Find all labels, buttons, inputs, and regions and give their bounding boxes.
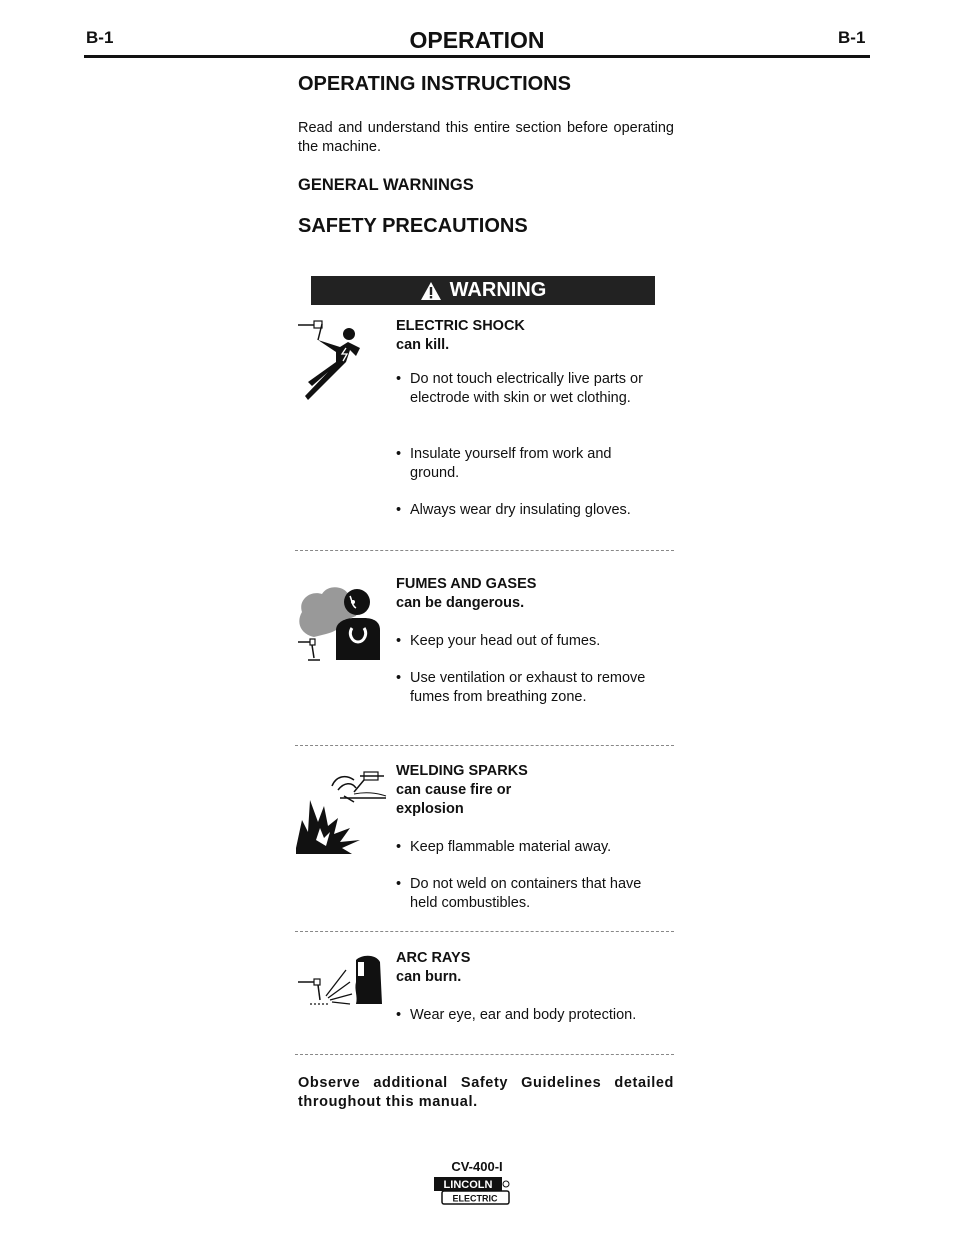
warning-banner xyxy=(311,276,655,305)
hazard-title: ELECTRIC SHOCK xyxy=(396,318,525,334)
hazard-subtitle: can burn. xyxy=(396,969,462,985)
safety-precautions-heading: SAFETY PRECAUTIONS xyxy=(298,215,528,237)
bullet-item: • Always wear dry insulating gloves. xyxy=(396,502,631,518)
warning-triangle-icon xyxy=(420,281,442,301)
page-number-left: B-1 xyxy=(86,28,114,47)
electric-shock-icon xyxy=(296,318,386,402)
model-number: CV-400-I xyxy=(451,1159,503,1174)
fumes-icon xyxy=(296,582,388,662)
hazard-subtitle: explosion xyxy=(396,801,464,817)
bullet-item: • Wear eye, ear and body protection. xyxy=(396,1007,637,1023)
explosion-icon xyxy=(294,766,390,856)
hazard-title: WELDING SPARKS xyxy=(396,763,528,779)
warning-label: WARNING xyxy=(449,279,547,301)
page-number-right: B-1 xyxy=(838,28,866,47)
hazard-subtitle: can be dangerous. xyxy=(396,595,525,611)
bullet-item: • Keep your head out of fumes. xyxy=(396,633,601,649)
divider xyxy=(295,1054,674,1055)
divider xyxy=(295,745,674,746)
intro-text: Read and understand this entire section before operating the machine. xyxy=(298,120,674,155)
general-warnings-heading: GENERAL WARNINGS xyxy=(298,176,474,194)
hazard-title: ARC RAYS xyxy=(396,950,471,966)
hazard-subtitle: can cause fire or xyxy=(396,782,512,798)
bullet-item: • Keep flammable material away. xyxy=(396,839,612,855)
header-rule xyxy=(84,55,870,58)
section-title: OPERATING INSTRUCTIONS xyxy=(298,73,571,95)
svg-text:ELECTRIC: ELECTRIC xyxy=(452,1193,498,1204)
hazard-subtitle: can kill. xyxy=(396,337,450,353)
lincoln-electric-logo xyxy=(433,1176,513,1206)
bullet-item: • Use ventilation or exhaust to remove fumes from breathing zone. xyxy=(396,670,646,705)
closing-note: Observe additional Safety Guidelines detailed throughout this manual. xyxy=(298,1075,674,1110)
divider xyxy=(295,931,674,932)
bullet-item: • Do not touch electrically live parts or electrode with skin or wet clothing. xyxy=(396,371,643,406)
svg-text:LINCOLN: LINCOLN xyxy=(443,1179,493,1191)
divider xyxy=(295,550,674,551)
arc-rays-icon xyxy=(296,952,388,1008)
bullet-item: • Do not weld on containers that have held combustibles. xyxy=(396,876,642,911)
hazard-title: FUMES AND GASES xyxy=(396,576,537,592)
bullet-item: • Insulate yourself from work and ground. xyxy=(396,446,612,481)
page-title: OPERATION xyxy=(409,27,545,53)
